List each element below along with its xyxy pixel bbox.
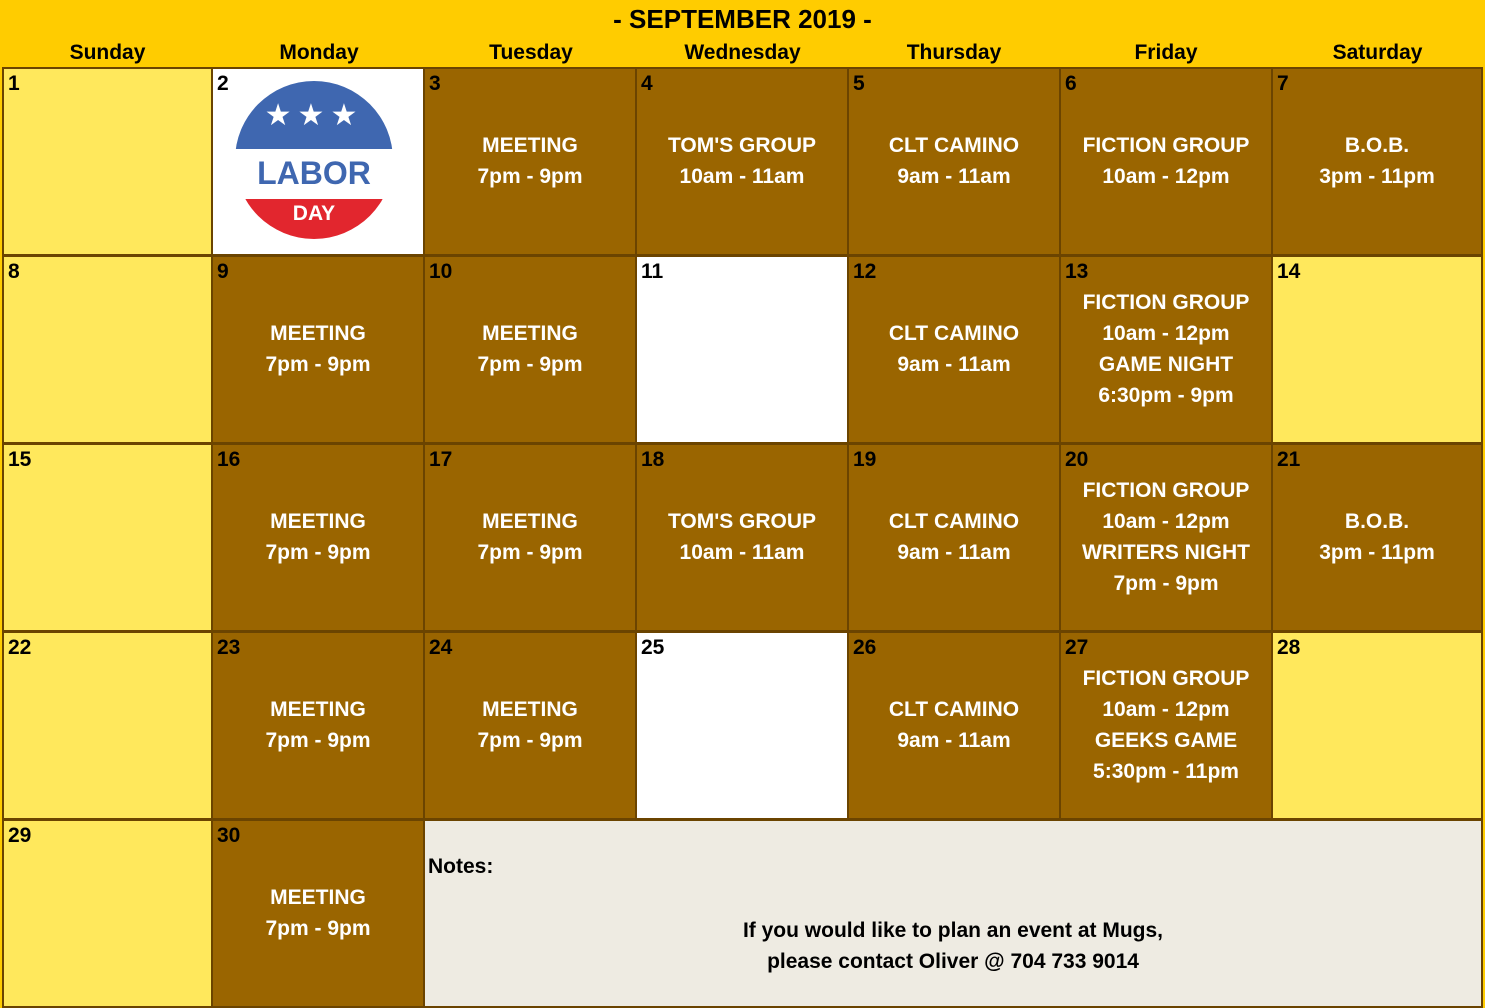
event-title: TOM'S GROUP [667, 510, 817, 533]
day-cell [635, 67, 849, 256]
day-number: 11 [641, 260, 664, 283]
day-number: 1 [8, 72, 20, 95]
weekday-thursday: Thursday [906, 41, 1002, 64]
day-number: 24 [429, 636, 453, 659]
calendar-title: - SEPTEMBER 2019 - [613, 4, 872, 34]
event-title: WRITERS NIGHT [1082, 541, 1250, 564]
badge-label: LABOR [257, 155, 371, 191]
event-title: MEETING [482, 322, 578, 345]
day-cell [2, 443, 213, 632]
event-time: 9am - 11am [897, 729, 1011, 752]
event-time: 7pm - 9pm [265, 729, 371, 752]
day-number: 3 [429, 72, 441, 95]
weekday-wednesday: Wednesday [684, 41, 801, 64]
event-title: B.O.B. [1344, 510, 1410, 533]
day-cell [1059, 631, 1273, 820]
day-number: 23 [217, 636, 241, 659]
event-title: FICTION GROUP [1082, 134, 1250, 157]
day-number: 26 [853, 636, 877, 659]
event-time: 3pm - 11pm [1319, 541, 1435, 564]
event-time: 10am - 12pm [1102, 165, 1230, 188]
day-cell [1059, 67, 1273, 256]
event-time: 7pm - 9pm [265, 353, 371, 376]
day-cell [423, 631, 637, 820]
event-time: 6:30pm - 9pm [1098, 384, 1234, 407]
day-number: 7 [1277, 72, 1289, 95]
event-title: GEEKS GAME [1094, 729, 1238, 752]
day-number: 29 [8, 824, 32, 847]
event-time: 7pm - 9pm [477, 541, 583, 564]
notes-box [423, 819, 1483, 1008]
day-number: 25 [641, 636, 665, 659]
day-cell [211, 631, 425, 820]
day-cell [423, 67, 637, 256]
day-number: 15 [8, 448, 32, 471]
day-cell [1271, 443, 1483, 632]
day-number: 8 [8, 260, 20, 283]
event-title: MEETING [482, 510, 578, 533]
day-cell [211, 67, 425, 256]
event-time: 10am - 12pm [1102, 698, 1230, 721]
event-title: MEETING [270, 886, 366, 909]
event-time: 7pm - 9pm [265, 917, 371, 940]
day-cell [423, 255, 637, 444]
day-cell [2, 631, 213, 820]
stars-icon: ★★★ [264, 99, 364, 132]
day-cell [1271, 631, 1483, 820]
event-title: MEETING [270, 698, 366, 721]
event-time: 3pm - 11pm [1319, 165, 1435, 188]
day-number: 10 [429, 260, 453, 283]
notes-label: Notes: [428, 855, 494, 878]
day-number: 14 [1277, 260, 1301, 283]
day-cell [635, 443, 849, 632]
event-time: 7pm - 9pm [1113, 572, 1219, 595]
event-title: CLT CAMINO [888, 134, 1020, 157]
day-cell [2, 255, 213, 444]
day-cell [2, 819, 213, 1008]
day-number: 28 [1277, 636, 1301, 659]
event-title: CLT CAMINO [888, 510, 1020, 533]
event-title: MEETING [482, 134, 578, 157]
event-time: 9am - 11am [897, 353, 1011, 376]
event-time: 10am - 11am [679, 165, 805, 188]
weekday-friday: Friday [1134, 41, 1198, 64]
notes-line: please contact Oliver @ 704 733 9014 [767, 950, 1139, 973]
event-title: MEETING [270, 322, 366, 345]
day-number: 20 [1065, 448, 1089, 471]
notes-line: If you would like to plan an event at Mugs, [742, 919, 1164, 942]
event-title: FICTION GROUP [1082, 291, 1250, 314]
event-time: 5:30pm - 11pm [1093, 760, 1239, 783]
event-time: 7pm - 9pm [477, 729, 583, 752]
event-time: 9am - 11am [897, 541, 1011, 564]
event-title: FICTION GROUP [1082, 479, 1250, 502]
event-title: FICTION GROUP [1082, 667, 1250, 690]
day-number: 5 [853, 72, 865, 95]
day-number: 30 [217, 824, 241, 847]
day-number: 12 [853, 260, 877, 283]
event-time: 7pm - 9pm [477, 165, 583, 188]
day-cell [2, 67, 213, 256]
day-cell [423, 443, 637, 632]
weekday-sunday: Sunday [69, 41, 146, 64]
event-title: CLT CAMINO [888, 322, 1020, 345]
event-time: 10am - 11am [679, 541, 805, 564]
day-number: 19 [853, 448, 877, 471]
event-title: TOM'S GROUP [667, 134, 817, 157]
day-cell [211, 255, 425, 444]
day-cell [211, 819, 425, 1008]
event-title: B.O.B. [1344, 134, 1410, 157]
event-time: 10am - 12pm [1102, 322, 1230, 345]
day-number: 6 [1065, 72, 1077, 95]
weekday-saturday: Saturday [1332, 41, 1423, 64]
day-cell [847, 631, 1061, 820]
day-number: 27 [1065, 636, 1089, 659]
event-title: MEETING [482, 698, 578, 721]
day-cell [1271, 67, 1483, 256]
day-number: 21 [1277, 448, 1301, 471]
day-number: 9 [217, 260, 229, 283]
event-time: 7pm - 9pm [265, 541, 371, 564]
day-number: 16 [217, 448, 241, 471]
day-cell [211, 443, 425, 632]
day-number: 4 [641, 72, 653, 95]
day-cell [635, 255, 849, 444]
weekday-monday: Monday [279, 41, 359, 64]
event-title: CLT CAMINO [888, 698, 1020, 721]
labor-day-badge [235, 81, 393, 239]
day-cell [1059, 443, 1273, 632]
day-cell [1059, 255, 1273, 444]
day-number: 13 [1065, 260, 1089, 283]
day-number: 2 [217, 72, 229, 95]
day-cell [847, 255, 1061, 444]
weekday-tuesday: Tuesday [489, 41, 573, 64]
day-number: 17 [429, 448, 453, 471]
day-cell [847, 67, 1061, 256]
event-time: 7pm - 9pm [477, 353, 583, 376]
day-cell [1271, 255, 1483, 444]
day-cell [847, 443, 1061, 632]
day-number: 18 [641, 448, 665, 471]
badge-sublabel: DAY [292, 202, 336, 225]
event-title: GAME NIGHT [1098, 353, 1234, 376]
day-number: 22 [8, 636, 32, 659]
event-time: 10am - 12pm [1102, 510, 1230, 533]
event-title: MEETING [270, 510, 366, 533]
event-time: 9am - 11am [897, 165, 1011, 188]
day-cell [635, 631, 849, 820]
